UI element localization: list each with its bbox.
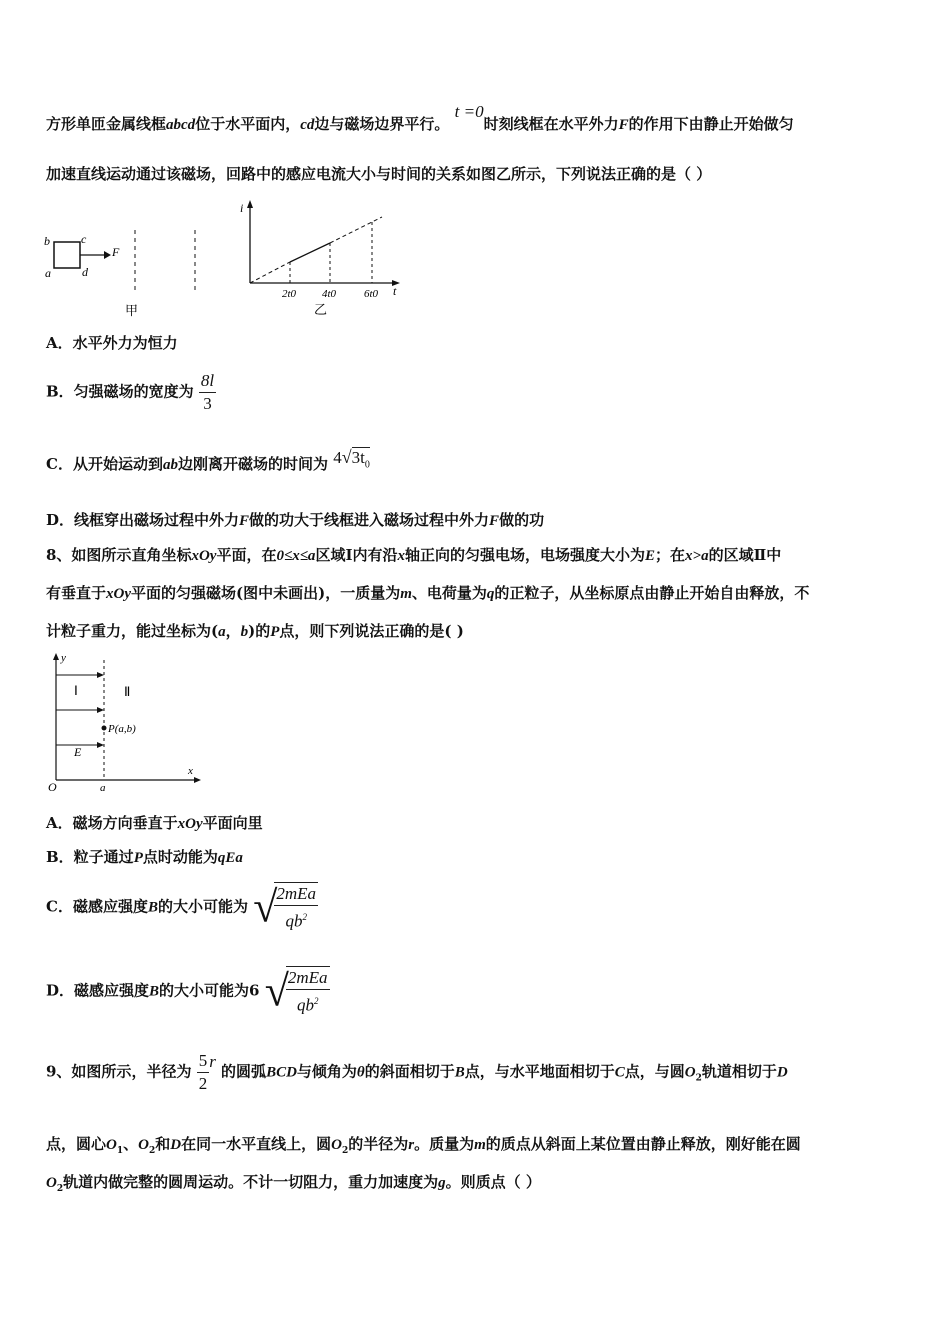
- label-c: c: [81, 232, 87, 246]
- q7-line-1: 方形单匝金属线框abcd位于水平面内，cd边与磁场边界平行。 t =0时刻线框在水平外力F的作用下由静止开始做匀: [46, 102, 794, 133]
- q9-line-2: 点，圆心$O_1$、$O_2$和D在同一水平直线上，圆$O_2$的半径为r。质量为m的质点从斜面上某位置由静止释放，刚好能在圆: [46, 1135, 801, 1156]
- figure-jia: [40, 225, 210, 320]
- force-arrowhead: [104, 251, 111, 259]
- fraction-8l-3: $\frac{8l}{3}$: [200, 371, 215, 413]
- q7-option-b: B．匀强磁场的宽度为 $\frac{8l}{3}$: [46, 371, 215, 413]
- x-axis-arrow: [194, 777, 201, 783]
- region-II-label: Ⅱ: [124, 684, 131, 699]
- sqrt-expression-c: √ $\frac{\text{2mEa}}{qb^2}$: [253, 882, 317, 932]
- i-axis-arrow: [247, 200, 253, 208]
- figure-yi: [232, 198, 412, 320]
- q9-line-1: 9、如图所示，半径为 $\frac{5}{2}$ r 的圆弧BCD与倾角为θ的斜面相切于B点，与水平地面相切于C点，与圆$O_2$轨道相切于D: [46, 1051, 788, 1093]
- point-P: [102, 726, 107, 731]
- label-x: x: [188, 765, 193, 777]
- current-line-dashed-1: [250, 262, 290, 283]
- q7-line-2: 加速直线运动通过该磁场，回路中的感应电流大小与时间的关系如图乙所示，下列说法正确的是（ ）: [46, 165, 712, 183]
- label-y: y: [61, 652, 66, 664]
- q8-option-d: D．磁感应强度B的大小可能为6 √ $\frac{\text{2mEa}}{qb^2}$: [46, 966, 328, 1016]
- q7-option-a: A．水平外力为恒力: [46, 334, 178, 352]
- field-arrow-1: [97, 672, 104, 678]
- label-O: O: [48, 780, 57, 794]
- q7-option-c: C．从开始运动到ab边刚离开磁场的时间为 $4√3t_0$: [46, 447, 370, 473]
- caption-yi: 乙: [314, 302, 328, 317]
- q8-line-3: 计粒子重力，能过坐标为(a，b)的P点，则下列说法正确的是( ): [46, 622, 464, 640]
- q9-line-3: $O_2$轨道内做完整的圆周运动。不计一切阻力，重力加速度为g。则质点（ ）: [46, 1173, 541, 1194]
- field-arrow-2: [97, 707, 104, 713]
- q7-option-d: D．线框穿出磁场过程中外力F做的功大于线框进入磁场过程中外力F做的功: [46, 511, 545, 529]
- label-a: a: [100, 782, 106, 794]
- caption-jia: 甲: [125, 303, 139, 318]
- tick-6t0: 6t0: [364, 288, 379, 300]
- t-equals-zero: t =0: [454, 102, 484, 121]
- y-axis-arrow: [53, 653, 59, 660]
- q8-line-2: 有垂直于xOy平面的匀强磁场(图中未画出)，一质量为m、电荷量为q的正粒子，从坐标原点由静止开始自由释放，不: [46, 584, 810, 602]
- current-line-dashed-2: [330, 217, 382, 243]
- current-line-solid: [290, 243, 330, 262]
- time-expression: $4√3t_0$: [333, 447, 370, 471]
- q8-option-a: A．磁场方向垂直于xOy平面向里: [46, 814, 263, 832]
- tick-4t0: 4t0: [322, 288, 337, 300]
- label-d: d: [82, 265, 88, 279]
- square-frame: [54, 242, 80, 268]
- fraction-5-2: $\frac{5}{2}$: [198, 1051, 208, 1093]
- region-I-label: Ⅰ: [74, 683, 78, 698]
- label-E: E: [74, 745, 82, 759]
- label-b: b: [44, 234, 50, 248]
- label-i: i: [240, 201, 244, 215]
- q8-option-b: B．粒子通过P点时动能为qEa: [46, 848, 243, 866]
- q8-option-c: C．磁感应强度B的大小可能为 √ $\frac{\text{2mEa}}{qb^2}$: [46, 882, 317, 932]
- figure-q8: [44, 650, 214, 798]
- label-a: a: [45, 266, 51, 280]
- field-arrow-3: [97, 742, 104, 748]
- label-P: P(a,b): [108, 723, 136, 735]
- label-F: F: [112, 245, 120, 259]
- tick-2t0: 2t0: [282, 288, 297, 300]
- sqrt-expression-d: √ $\frac{\text{2mEa}}{qb^2}$: [264, 966, 328, 1016]
- q8-line-1: 8、如图所示直角坐标xOy平面，在0≤x≤a区域Ⅰ内有沿x轴正向的匀强电场，电场强度大小为E；在x>a的区域Ⅱ中: [46, 546, 782, 564]
- label-t: t: [393, 284, 397, 298]
